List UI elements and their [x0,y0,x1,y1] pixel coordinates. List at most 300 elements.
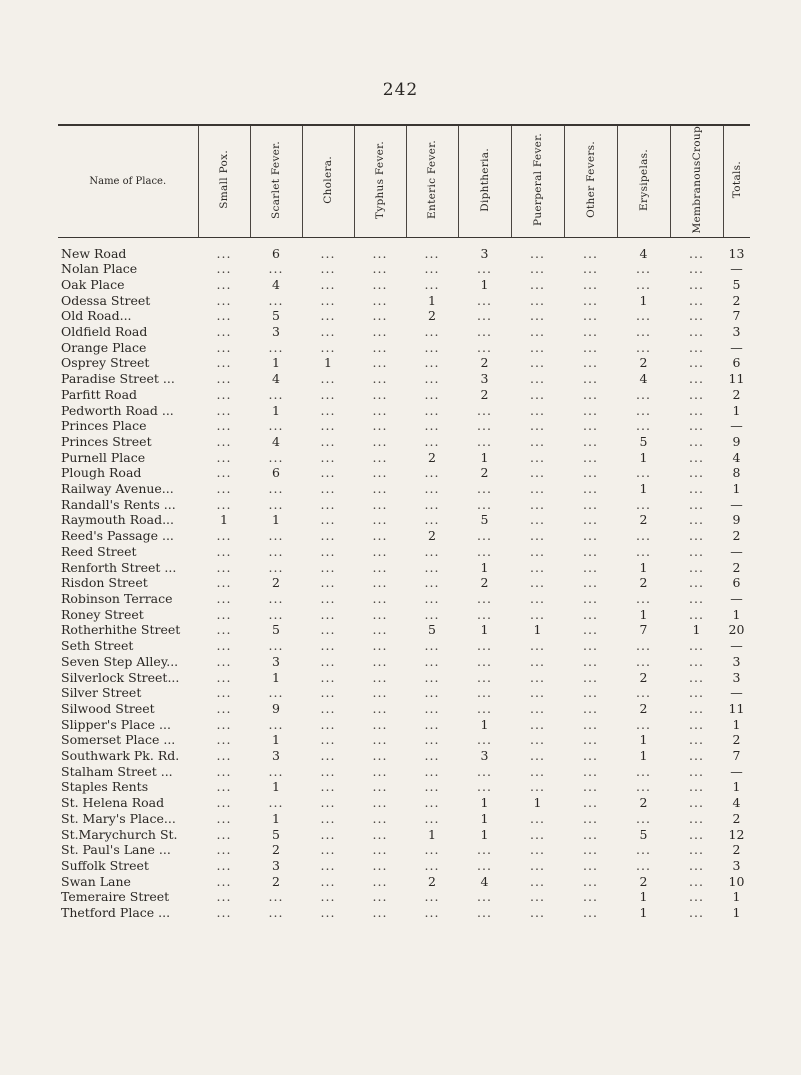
count-cell-erysipelas: ... [636,857,651,873]
count-cell-membranous-croup: ... [689,308,704,324]
count-cell-enteric-fever: ... [424,606,440,622]
count-cell-scarlet-fever: 4 [272,433,280,449]
place-name-cell: Slipper's Place ... [61,716,171,732]
count-cell-cholera: ... [320,371,336,387]
total-cell: 5 [732,276,741,292]
count-cell-erysipelas: ... [636,276,651,292]
count-cell-diphtheria: 1 [480,795,489,811]
count-cell-small-pox: ... [216,449,232,465]
count-cell-diphtheria: 2 [480,355,489,371]
count-cell-typhus-fever: ... [372,575,388,591]
count-cell-diphtheria: ... [477,779,492,795]
count-cell-other-fevers: ... [583,810,598,826]
count-cell-cholera: ... [320,528,336,544]
count-cell-scarlet-fever: ... [268,496,284,512]
count-cell-other-fevers: ... [583,355,598,371]
column-header-diphtheria [458,125,511,237]
count-cell-diphtheria: 2 [480,575,489,591]
count-cell-erysipelas: ... [636,308,651,324]
place-name-cell: Purnell Place [61,449,146,465]
place-name-cell: New Road [61,245,127,261]
count-cell-membranous-croup: ... [689,543,704,559]
count-cell-diphtheria: 2 [480,465,489,481]
table-row [58,340,750,356]
count-cell-erysipelas: ... [636,810,651,826]
count-cell-small-pox: ... [216,308,232,324]
count-cell-cholera: ... [320,496,336,512]
count-cell-erysipelas: ... [636,763,651,779]
table-row [58,575,750,591]
table-row [58,591,750,607]
count-cell-membranous-croup: ... [689,669,704,685]
count-cell-diphtheria: ... [477,433,492,449]
place-name-cell: Reed's Passage ... [61,528,174,544]
count-cell-puerperal-fever: ... [530,559,545,575]
count-cell-puerperal-fever: ... [530,779,545,795]
count-cell-puerperal-fever: ... [530,308,545,324]
count-cell-erysipelas: 1 [639,732,648,748]
count-cell-erysipelas: 4 [639,245,648,261]
total-cell: 1 [732,402,741,418]
count-cell-puerperal-fever: ... [530,371,545,387]
count-cell-membranous-croup: ... [689,449,704,465]
total-cell: 2 [732,292,741,308]
count-cell-small-pox: ... [216,496,232,512]
count-cell-typhus-fever: ... [372,512,388,528]
count-cell-small-pox: 1 [220,512,228,528]
place-name-cell: Paradise Street ... [61,371,175,387]
table-row [58,434,750,450]
table-row [58,842,750,858]
count-cell-membranous-croup: ... [689,857,704,873]
place-name-cell: Southwark Pk. Rd. [61,748,180,764]
header-row [58,125,750,237]
count-cell-puerperal-fever: ... [530,261,545,277]
count-cell-diphtheria: 1 [480,559,489,575]
count-cell-puerperal-fever: ... [530,449,545,465]
count-cell-enteric-fever: 2 [428,449,436,465]
count-cell-cholera: ... [320,638,336,654]
total-cell: — [730,543,743,559]
count-cell-typhus-fever: ... [372,700,388,716]
total-cell: — [730,763,743,779]
count-cell-erysipelas: 1 [639,449,648,465]
count-cell-typhus-fever: ... [372,842,388,858]
count-cell-puerperal-fever: 1 [533,795,542,811]
column-header-label: Scarlet Fever. [270,140,282,219]
count-cell-puerperal-fever: ... [530,543,545,559]
count-cell-erysipelas: ... [636,591,651,606]
count-cell-small-pox: ... [216,795,232,811]
count-cell-cholera: ... [320,732,336,748]
count-cell-scarlet-fever: ... [268,339,284,355]
table-row [58,308,750,324]
count-cell-typhus-fever: ... [372,324,388,340]
count-cell-cholera: ... [320,481,336,497]
count-cell-diphtheria: 1 [480,449,489,465]
disease-table [58,124,750,921]
count-cell-scarlet-fever: ... [268,481,284,497]
total-cell: 2 [732,732,741,748]
table-row [58,528,750,544]
count-cell-other-fevers: ... [583,575,598,591]
place-name-cell: Oak Place [61,276,125,292]
count-cell-small-pox: ... [216,826,232,842]
total-cell: 3 [732,857,741,873]
count-cell-typhus-fever: ... [372,543,388,559]
count-cell-other-fevers: ... [583,496,598,512]
count-cell-cholera: ... [320,763,336,779]
count-cell-cholera: ... [320,559,336,575]
count-cell-enteric-fever: 1 [428,826,436,842]
count-cell-small-pox: ... [216,339,232,355]
total-cell: 4 [732,795,741,811]
column-header-totals [723,125,750,237]
column-header-label: Other Fevers. [584,141,597,219]
count-cell-puerperal-fever: ... [530,496,545,512]
count-cell-diphtheria: 1 [480,716,489,732]
count-cell-enteric-fever: ... [424,543,440,559]
count-cell-typhus-fever: ... [372,857,388,873]
column-header-label: Puerperal Fever. [531,133,544,227]
table-row [58,450,750,466]
count-cell-scarlet-fever: ... [268,559,284,575]
table-row [58,418,750,434]
column-header-label: Erysipelas. [637,148,650,211]
count-cell-cholera: ... [320,386,336,402]
count-cell-other-fevers: ... [583,465,598,481]
count-cell-membranous-croup: ... [689,355,704,371]
count-cell-small-pox: ... [216,653,232,669]
table-row [58,481,750,497]
count-cell-other-fevers: ... [583,606,598,622]
count-cell-puerperal-fever: ... [530,638,545,654]
count-cell-small-pox: ... [216,779,232,795]
count-cell-diphtheria: ... [477,857,492,873]
count-cell-scarlet-fever: 6 [272,245,280,261]
count-cell-membranous-croup: ... [689,826,704,842]
count-cell-membranous-croup: ... [689,402,704,418]
count-cell-cholera: ... [320,591,336,606]
table-row [58,277,750,293]
count-cell-other-fevers: ... [583,795,598,811]
table-row [58,324,750,340]
count-cell-puerperal-fever: ... [530,433,545,449]
count-cell-cholera: ... [320,543,336,559]
count-cell-small-pox: ... [216,481,232,497]
count-cell-enteric-fever: ... [424,669,440,685]
table-row [58,874,750,890]
count-cell-cholera: ... [320,779,336,795]
count-cell-typhus-fever: ... [372,905,388,921]
count-cell-puerperal-fever: ... [530,669,545,685]
count-cell-scarlet-fever: ... [268,543,284,559]
count-cell-enteric-fever: ... [424,355,440,371]
place-name-cell: Old Road... [61,308,132,324]
total-cell: 3 [732,669,741,685]
count-cell-small-pox: ... [216,669,232,685]
count-cell-diphtheria: 1 [480,810,489,826]
table-row [58,748,750,764]
count-cell-membranous-croup: ... [689,748,704,764]
table-row [58,811,750,827]
column-header-enteric-fever [406,125,458,237]
count-cell-puerperal-fever: ... [530,402,545,418]
count-cell-other-fevers: ... [583,324,598,340]
count-cell-typhus-fever: ... [372,276,388,292]
count-cell-membranous-croup: ... [689,638,704,654]
count-cell-scarlet-fever: 3 [272,324,280,340]
count-cell-enteric-fever: ... [424,418,440,434]
count-cell-diphtheria: ... [477,402,492,418]
count-cell-membranous-croup: ... [689,245,704,261]
place-name-cell: Osprey Street [61,355,150,371]
count-cell-puerperal-fever: ... [530,763,545,779]
count-cell-small-pox: ... [216,716,232,732]
total-cell: — [730,685,743,701]
count-cell-cholera: ... [320,685,336,701]
count-cell-membranous-croup: ... [689,873,704,889]
count-cell-puerperal-fever: ... [530,685,545,701]
count-cell-scarlet-fever: 5 [272,308,280,324]
count-cell-puerperal-fever: ... [530,575,545,591]
column-header-label: Cholera. [322,155,334,204]
count-cell-membranous-croup: ... [689,591,704,606]
count-cell-erysipelas: 1 [639,559,648,575]
count-cell-other-fevers: ... [583,622,598,638]
count-cell-diphtheria: 3 [480,371,489,387]
column-header-label: Totals. [730,161,743,199]
count-cell-enteric-fever: ... [424,575,440,591]
count-cell-membranous-croup: ... [689,433,704,449]
count-cell-enteric-fever: ... [424,433,440,449]
count-cell-enteric-fever: ... [424,653,440,669]
count-cell-typhus-fever: ... [372,245,388,261]
count-cell-cholera: ... [320,324,336,340]
count-cell-puerperal-fever: ... [530,292,545,308]
count-cell-puerperal-fever: ... [530,591,545,606]
count-cell-erysipelas: 1 [639,748,648,764]
table-row [58,544,750,560]
count-cell-scarlet-fever: 1 [272,732,280,748]
count-cell-small-pox: ... [216,810,232,826]
count-cell-puerperal-fever: ... [530,857,545,873]
count-cell-puerperal-fever: ... [530,873,545,889]
column-header-typhus-fever [354,125,406,237]
count-cell-typhus-fever: ... [372,371,388,387]
count-cell-diphtheria: ... [477,638,492,654]
count-cell-other-fevers: ... [583,905,598,921]
count-cell-typhus-fever: ... [372,308,388,324]
count-cell-scarlet-fever: 4 [272,371,280,387]
count-cell-typhus-fever: ... [372,418,388,434]
count-cell-diphtheria: ... [477,732,492,748]
total-cell: 9 [732,433,741,449]
count-cell-erysipelas: 1 [639,481,648,497]
count-cell-cholera: ... [320,465,336,481]
count-cell-scarlet-fever: ... [268,716,284,732]
count-cell-scarlet-fever: ... [268,638,284,654]
count-cell-diphtheria: ... [477,889,492,905]
count-cell-typhus-fever: ... [372,685,388,701]
table-row [58,560,750,576]
count-cell-puerperal-fever: ... [530,716,545,732]
table-row [58,387,750,403]
count-cell-membranous-croup: ... [689,559,704,575]
count-cell-scarlet-fever: 5 [272,826,280,842]
count-cell-cholera: ... [320,575,336,591]
total-cell: 10 [728,873,745,889]
total-cell: 2 [732,559,741,575]
total-cell: 9 [732,512,741,528]
count-cell-diphtheria: 1 [480,276,489,292]
count-cell-typhus-fever: ... [372,716,388,732]
place-name-cell: Oldfield Road [61,324,148,340]
count-cell-other-fevers: ... [583,339,598,355]
table-row [58,237,750,261]
count-cell-other-fevers: ... [583,591,598,606]
place-name-cell: Nolan Place [61,261,138,277]
count-cell-typhus-fever: ... [372,292,388,308]
count-cell-other-fevers: ... [583,402,598,418]
count-cell-scarlet-fever: ... [268,763,284,779]
count-cell-erysipelas: 1 [639,905,648,921]
total-cell: 2 [732,810,741,826]
count-cell-erysipelas: ... [636,402,651,418]
count-cell-membranous-croup: ... [689,779,704,795]
count-cell-erysipelas: ... [636,386,651,402]
count-cell-puerperal-fever: ... [530,732,545,748]
count-cell-scarlet-fever: 1 [272,402,280,418]
count-cell-typhus-fever: ... [372,779,388,795]
table-row [58,622,750,638]
count-cell-erysipelas: ... [636,324,651,340]
count-cell-typhus-fever: ... [372,732,388,748]
count-cell-membranous-croup: 1 [692,622,701,638]
count-cell-membranous-croup: ... [689,763,704,779]
count-cell-erysipelas: ... [636,638,651,654]
place-name-cell: Risdon Street [61,575,148,591]
count-cell-enteric-fever: ... [424,810,440,826]
count-cell-erysipelas: ... [636,685,651,701]
count-cell-other-fevers: ... [583,276,598,292]
count-cell-diphtheria: ... [477,496,492,512]
total-cell: 2 [732,842,741,858]
count-cell-membranous-croup: ... [689,905,704,921]
count-cell-other-fevers: ... [583,842,598,858]
count-cell-membranous-croup: ... [689,795,704,811]
count-cell-other-fevers: ... [583,559,598,575]
column-header-other-fevers [564,125,617,237]
count-cell-puerperal-fever: ... [530,748,545,764]
count-cell-typhus-fever: ... [372,465,388,481]
count-cell-small-pox: ... [216,732,232,748]
column-header-scarlet-fever [250,125,302,237]
total-cell: 20 [728,622,745,638]
place-name-cell: Parfitt Road [61,386,138,402]
count-cell-typhus-fever: ... [372,873,388,889]
total-cell: 8 [732,465,741,481]
count-cell-membranous-croup: ... [689,481,704,497]
count-cell-other-fevers: ... [583,653,598,669]
count-cell-erysipelas: ... [636,543,651,559]
count-cell-enteric-fever: ... [424,339,440,355]
count-cell-typhus-fever: ... [372,449,388,465]
count-cell-erysipelas: 2 [639,795,648,811]
total-cell: 4 [732,449,741,465]
table-row [58,607,750,623]
count-cell-enteric-fever: ... [424,386,440,402]
place-name-cell: Temeraire Street [61,889,170,905]
table-row [58,717,750,733]
count-cell-puerperal-fever: ... [530,889,545,905]
table-row [58,403,750,419]
place-name-cell: Renforth Street ... [61,559,177,575]
place-name-cell: Roney Street [61,606,144,622]
count-cell-other-fevers: ... [583,261,598,277]
count-cell-scarlet-fever: ... [268,386,284,402]
count-cell-scarlet-fever: ... [268,795,284,811]
count-cell-membranous-croup: ... [689,606,704,622]
count-cell-small-pox: ... [216,292,232,308]
table-row [58,261,750,277]
count-cell-small-pox: ... [216,528,232,544]
count-cell-other-fevers: ... [583,371,598,387]
count-cell-enteric-fever: ... [424,889,440,905]
count-cell-enteric-fever: ... [424,402,440,418]
count-cell-membranous-croup: ... [689,575,704,591]
column-header-label: Typhus Fever. [374,140,386,219]
count-cell-enteric-fever: ... [424,700,440,716]
count-cell-erysipelas: 5 [639,826,648,842]
count-cell-enteric-fever: ... [424,245,440,261]
count-cell-puerperal-fever: ... [530,528,545,544]
table-row [58,371,750,387]
count-cell-cholera: ... [320,716,336,732]
count-cell-typhus-fever: ... [372,810,388,826]
total-cell: — [730,339,743,355]
table-row [58,889,750,905]
count-cell-typhus-fever: ... [372,402,388,418]
count-cell-small-pox: ... [216,638,232,654]
total-cell: 1 [732,905,741,921]
table-row [58,858,750,874]
count-cell-membranous-croup: ... [689,685,704,701]
total-cell: 11 [728,371,745,387]
count-cell-puerperal-fever: ... [530,465,545,481]
count-cell-scarlet-fever: 4 [272,276,280,292]
count-cell-erysipelas: 5 [639,433,648,449]
count-cell-enteric-fever: ... [424,857,440,873]
count-cell-small-pox: ... [216,418,232,434]
table-row [58,670,750,686]
count-cell-typhus-fever: ... [372,481,388,497]
count-cell-cholera: ... [320,308,336,324]
count-cell-cholera: ... [320,700,336,716]
count-cell-puerperal-fever: ... [530,826,545,842]
count-cell-membranous-croup: ... [689,339,704,355]
count-cell-scarlet-fever: 3 [272,653,280,669]
count-cell-other-fevers: ... [583,512,598,528]
place-name-cell: St. Mary's Place... [61,810,176,826]
count-cell-other-fevers: ... [583,889,598,905]
count-cell-puerperal-fever: ... [530,512,545,528]
count-cell-cholera: ... [320,873,336,889]
count-cell-cholera: ... [320,292,336,308]
count-cell-erysipelas: ... [636,528,651,544]
count-cell-small-pox: ... [216,465,232,481]
total-cell: 7 [732,748,741,764]
